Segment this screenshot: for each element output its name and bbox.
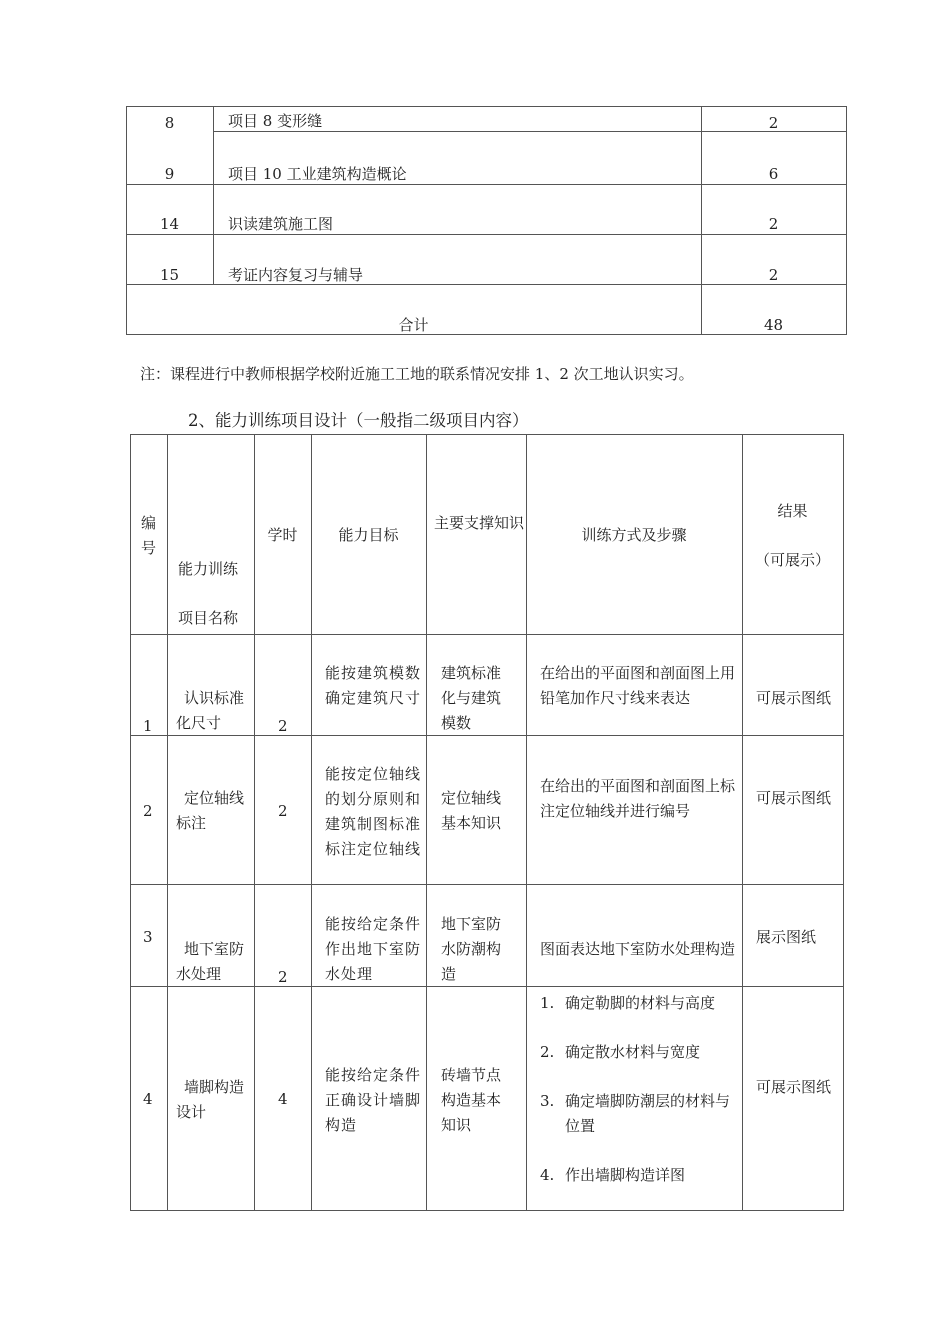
row-result: 可展示图纸: [756, 789, 832, 807]
hours-row-item: 项目 10 工业建筑构造概论: [228, 165, 407, 183]
course-note: 注：课程进行中教师根据学校附近施工工地的联系情况安排 1、2 次工地认识实习。: [140, 365, 694, 383]
step-number: 4.: [540, 1166, 555, 1184]
header-hours: 学时: [267, 526, 298, 544]
step-number: 3.: [540, 1092, 555, 1110]
row-knowledge: 砖墙节点构造基本知识: [441, 1066, 502, 1134]
row-method: 在给出的平面图和剖面图上用铅笔加作尺寸线来表达: [540, 664, 736, 707]
header-no-1: 编: [141, 514, 157, 532]
row-goal: 能按建筑模数确定建筑尺寸: [325, 664, 422, 707]
hours-row-item: 考证内容复习与辅导: [228, 266, 364, 284]
row-result: 展示图纸: [756, 928, 817, 946]
row-project-name: 认识标准化尺寸: [176, 689, 245, 732]
hours-row-hours: 2: [768, 114, 779, 132]
total-label: 合计: [398, 316, 429, 334]
row-knowledge: 建筑标准化与建筑模数: [441, 664, 502, 732]
table-rule: [254, 434, 255, 1211]
header-result-2: （可展示）: [754, 551, 830, 569]
table-rule: [130, 634, 843, 635]
row-number: 2: [143, 802, 153, 820]
hours-row-number: 8: [164, 114, 175, 132]
row-project-name: 地下室防水处理: [176, 940, 245, 983]
hours-row-item: 识读建筑施工图: [228, 215, 334, 233]
row-project-name: 墙脚构造设计: [176, 1078, 245, 1121]
table-rule: [843, 434, 844, 1211]
header-name-2: 项目名称: [178, 609, 239, 627]
row-number: 1: [143, 717, 153, 735]
row-result: 可展示图纸: [756, 1078, 832, 1096]
table-rule: [130, 1210, 843, 1211]
table-rule: [167, 434, 168, 1211]
row-method: 在给出的平面图和剖面图上标注定位轴线并进行编号: [540, 777, 736, 820]
header-result-1: 结果: [777, 502, 808, 520]
table-rule: [526, 434, 527, 1211]
step-text: 确定墙脚防潮层的材料与位置: [565, 1092, 731, 1135]
table-rule: [130, 434, 843, 435]
row-method: 图面表达地下室防水处理构造: [540, 940, 736, 958]
total-hours: 48: [763, 316, 784, 334]
header-knowledge: 主要支撑知识: [434, 514, 525, 532]
step-number: 1.: [540, 994, 555, 1012]
row-hours: 2: [278, 968, 288, 986]
hours-row-hours: 2: [768, 266, 779, 284]
header-goal: 能力目标: [338, 526, 399, 544]
hours-row-hours: 2: [768, 215, 779, 233]
header-method: 训练方式及步骤: [581, 526, 687, 544]
table-rule: [130, 434, 131, 1211]
row-goal: 能按定位轴线的划分原则和建筑制图标准标注定位轴线: [325, 765, 422, 858]
row-knowledge: 地下室防水防潮构造: [441, 915, 502, 983]
step-text: 确定散水材料与宽度: [565, 1043, 701, 1061]
row-hours: 2: [278, 717, 288, 735]
section-title: 2、能力训练项目设计（一般指二级项目内容）: [188, 411, 529, 430]
hours-row-number: 15: [159, 266, 180, 284]
row-goal: 能按给定条件作出地下室防水处理: [325, 915, 422, 983]
step-text: 作出墙脚构造详图: [565, 1166, 686, 1184]
row-result: 可展示图纸: [756, 689, 832, 707]
row-number: 4: [143, 1090, 153, 1108]
row-project-name: 定位轴线标注: [176, 789, 245, 832]
table-rule: [426, 434, 427, 1211]
hours-row-hours: 6: [768, 165, 779, 183]
row-number: 3: [143, 928, 153, 946]
step-number: 2.: [540, 1043, 555, 1061]
row-hours: 2: [278, 802, 288, 820]
header-name-1: 能力训练: [178, 560, 239, 578]
step-text: 确定勒脚的材料与高度: [565, 994, 716, 1012]
hours-row-item: 项目 8 变形缝: [228, 112, 323, 130]
hours-row-number: 14: [159, 215, 180, 233]
table-rule: [311, 434, 312, 1211]
row-hours: 4: [278, 1090, 288, 1108]
row-goal: 能按给定条件正确设计墙脚构造: [325, 1066, 422, 1134]
header-no-2: 号: [141, 539, 157, 557]
table-rule: [130, 884, 843, 885]
hours-row-number: 9: [164, 165, 175, 183]
row-knowledge: 定位轴线基本知识: [441, 789, 502, 832]
